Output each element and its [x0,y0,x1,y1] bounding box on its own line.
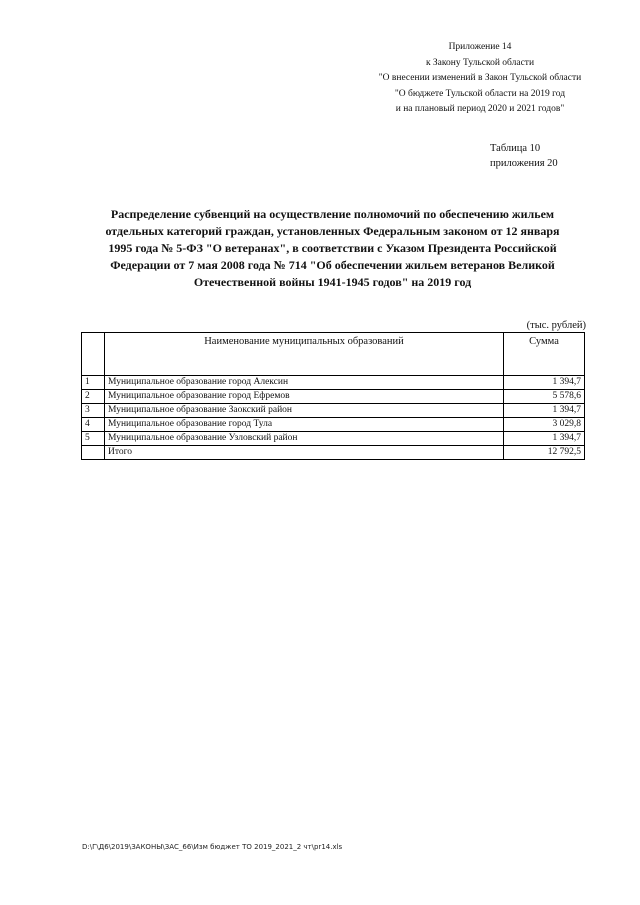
title-line: Федерации от 7 мая 2008 года № 714 "Об обеспечении жильем ветеранов Великой [110,258,555,272]
table-row [82,376,585,390]
annex-line: "О бюджете Тульской области на 2019 год [394,88,566,99]
annex-line: и на плановый период 2020 и 2021 годов" [395,104,565,114]
row-name: Муниципальное образование город Тула [105,418,504,432]
row-sum: 1 394,7 [504,376,585,390]
units-label: (тыс. рублей) [526,320,586,331]
file-path-footer: D:\Г\Д6\2019\ЗАКОНЫ\ЗАС_66\Изм бюджет ТО 2019_2021_2 чт\pr14.xls [82,843,343,851]
header-name-cell: Наименование муниципальных образований [105,333,504,376]
row-number: 1 [82,376,105,390]
row-sum: 1 394,7 [504,404,585,418]
header-sum-cell: Сумма [504,333,585,376]
table-row [82,404,585,418]
title-line: отдельных категорий граждан, установленных Федеральным законом от 12 января [105,224,560,238]
total-sum: 12 792,5 [504,446,585,460]
row-sum: 3 029,8 [504,418,585,432]
row-number: 2 [82,390,105,404]
row-name: Муниципальное образование город Алексин [105,376,504,390]
row-number: 3 [82,404,105,418]
row-number: 5 [82,432,105,446]
annex-line: к Закону Тульской области [425,57,535,68]
title-line: 1995 года № 5-ФЗ "О ветеранах", в соответствии с Указом Президента Российской [108,241,557,255]
table-row [82,432,585,446]
title-line: Распределение субвенций на осуществление полномочий по обеспечению жильем [110,207,555,221]
row-name: Муниципальное образование Узловский район [105,432,504,446]
table-row [82,390,585,404]
annex-line: "О внесении изменений в Закон Тульской области [378,73,582,83]
title-line: Отечественной войны 1941-1945 годов" на 2019 год [193,275,472,289]
table-ref-line: приложения 20 [490,158,558,169]
annex-line: Приложение 14 [448,42,512,52]
row-name: Муниципальное образование город Ефремов [105,390,504,404]
table-total-row [82,446,585,460]
header-num-cell [82,333,105,376]
table-row [82,418,585,432]
total-label: Итого [105,446,504,460]
table-ref-line: Таблица 10 [490,143,541,154]
row-sum: 5 578,6 [504,390,585,404]
row-number: 4 [82,418,105,432]
row-sum: 1 394,7 [504,432,585,446]
total-number-cell [82,446,105,460]
document-title [80,206,585,291]
table-header-row [82,333,585,376]
table-reference [490,141,590,171]
annex-header [360,40,600,118]
subvention-table [81,332,585,460]
row-name: Муниципальное образование Заокский район [105,404,504,418]
